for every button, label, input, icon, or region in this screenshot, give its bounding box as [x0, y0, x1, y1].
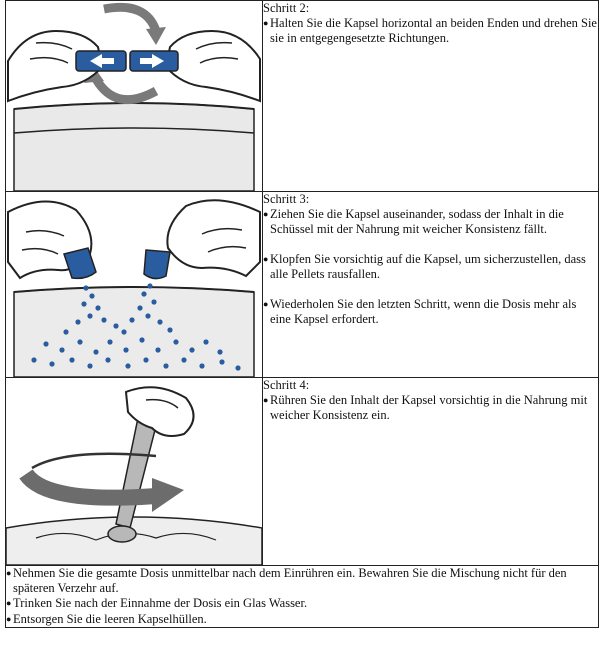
- step-3-bullet-1: ● Ziehen Sie die Kapsel auseinander, sodass der Inhalt in die Schüssel mit der Nahrung mit weicher Konsistenz fällt.: [263, 207, 564, 236]
- step-4-text-cell: [263, 378, 599, 566]
- step-row-3: [6, 192, 599, 378]
- bullet-icon: ●: [263, 18, 269, 28]
- bullet-icon: ●: [6, 568, 12, 578]
- step-3-text-cell: [263, 192, 599, 378]
- instruction-document: [5, 0, 599, 640]
- step-2-title: Schritt 2:: [263, 1, 310, 15]
- step-3-bullet-3: ● Wiederholen Sie den letzten Schritt, wenn die Dosis mehr als eine Kapsel erfordert.: [263, 297, 577, 326]
- step-row-2: [6, 1, 599, 192]
- bullet-icon: ●: [263, 299, 269, 309]
- hands-pouring-pellets-illustration: [6, 192, 262, 377]
- step-4-title: Schritt 4:: [263, 378, 310, 392]
- bullet-icon: ●: [263, 254, 269, 264]
- footer-note-2: ● Trinken Sie nach der Einnahme der Dosis ein Glas Wasser.: [6, 596, 308, 610]
- bullet-icon: ●: [263, 209, 269, 219]
- hands-twisting-capsule-illustration: [6, 1, 262, 191]
- step-2-bullet-1: ● Halten Sie die Kapsel horizontal an beiden Enden und drehen Sie sie in entgegengesetzte Richtungen.: [263, 16, 597, 45]
- bullet-icon: ●: [6, 614, 12, 624]
- hand-stirring-spoon-illustration: [6, 378, 262, 565]
- step-4-bullet-1: ● Rühren Sie den Inhalt der Kapsel vorsichtig in die Nahrung mit weicher Konsistenz ein.: [263, 393, 588, 422]
- step-row-4: [6, 378, 599, 566]
- bullet-icon: ●: [6, 598, 12, 608]
- step-2-text-cell: [263, 1, 599, 192]
- step-4-illustration-cell: [6, 378, 263, 566]
- step-3-illustration-cell: [6, 192, 263, 378]
- steps-table: [5, 0, 599, 628]
- step-3-bullet-2: ● Klopfen Sie vorsichtig auf die Kapsel, um sicherzustellen, dass alle Pellets rausfallen.: [263, 252, 586, 281]
- bullet-icon: ●: [263, 395, 269, 405]
- step-3-title: Schritt 3:: [263, 192, 310, 206]
- footer-notes-cell: [6, 566, 599, 628]
- footer-note-1: ● Nehmen Sie die gesamte Dosis unmittelbar nach dem Einrühren ein. Bewahren Sie die Mischung nicht für den späteren Verzehr auf.: [6, 566, 567, 595]
- footer-notes-row: [6, 566, 599, 628]
- step-2-illustration-cell: [6, 1, 263, 192]
- footer-note-3: ● Entsorgen Sie die leeren Kapselhüllen.: [6, 612, 207, 626]
